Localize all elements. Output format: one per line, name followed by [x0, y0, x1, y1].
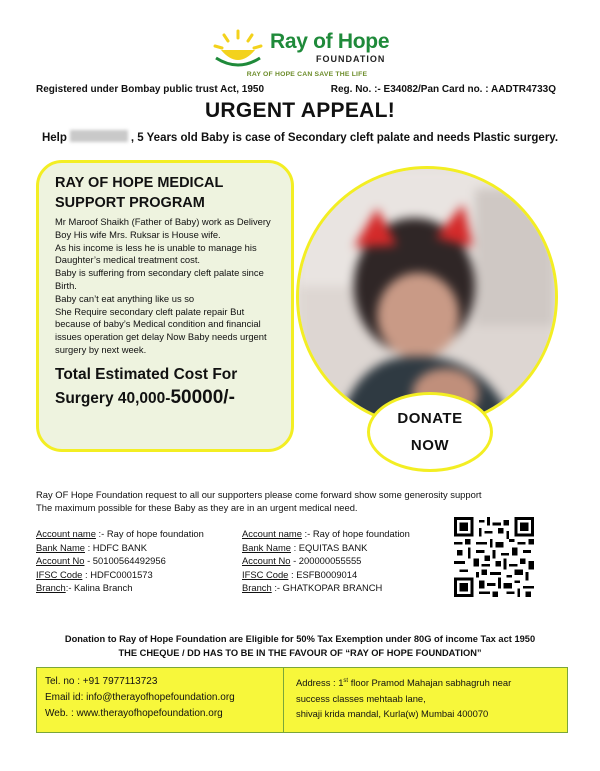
program-info-box: [36, 160, 294, 452]
label: Account name: [242, 528, 302, 539]
address-line: [296, 674, 569, 691]
phone-number[interactable]: Tel. no : +91 7977113723: [45, 676, 158, 687]
payment-qr-code[interactable]: [454, 517, 534, 597]
page-title: URGENT APPEAL!: [204, 99, 396, 122]
value: : HDFC BANK: [84, 541, 147, 553]
address-text: floor Pramod Mahajan sabhagruh near: [348, 677, 512, 689]
request-line: Ray OF Hope Foundation request to all our supporters please come forward show some generosity support: [36, 489, 482, 500]
address-block: [284, 668, 569, 732]
label: Account name: [36, 528, 96, 539]
help-suffix: , 5 Years old Baby is case of Secondary cleft palate and needs Plastic surgery.: [130, 132, 559, 144]
logo-subtitle: FOUNDATION: [316, 54, 386, 64]
value: : ESFB0009014: [288, 568, 358, 580]
logo-tagline: RAY OF HOPE CAN SAVE THE LIFE: [246, 71, 368, 78]
program-description: [55, 216, 279, 357]
label: IFSC Code: [242, 568, 289, 580]
label: Account No: [36, 555, 85, 567]
value: :- Ray of hope foundation: [301, 528, 410, 539]
blurred-photo-image: [299, 169, 555, 425]
label: Bank Name: [36, 541, 85, 553]
request-line: The maximum possible for these Baby as they are in an urgent medical need.: [36, 502, 358, 513]
description-line: As his income is less he is unable to manage his Daughter’s medical treatment cost.: [55, 241, 257, 266]
cheque-note: THE CHEQUE / DD HAS TO BE IN THE FAVOUR OF “RAY OF HOPE FOUNDATION”: [118, 647, 482, 658]
estimated-cost: [55, 363, 279, 410]
cost-prefix: Surgery 40,000-: [55, 389, 171, 407]
value: :- Kalina Branch: [65, 582, 133, 594]
address-line: success classes mehtaab lane,: [296, 692, 426, 704]
help-prefix: Help: [41, 132, 67, 144]
email-address[interactable]: Email id: info@therayofhopefoundation.org: [45, 692, 235, 703]
address-line: shivaji krida mandal, Kurla(w) Mumbai 400070: [296, 708, 489, 720]
support-request: [36, 488, 576, 514]
program-title: RAY OF HOPE MEDICAL SUPPORT PROGRAM: [55, 175, 224, 211]
address-prefix: Address : 1: [296, 677, 344, 689]
registration-number: Reg. No. :- E34082/Pan Card no. : AADTR4733Q: [330, 84, 556, 95]
value: :- Ray of hope foundation: [95, 528, 204, 539]
contact-details: [37, 668, 284, 732]
cost-line: Total Estimated Cost For: [55, 365, 238, 383]
label: Bank Name: [242, 541, 291, 553]
description-line: Mr Maroof Shaikh (Father of Baby) work as Delivery Boy His wife Mrs. Ruksar is House wife.: [55, 216, 271, 240]
exemption-line: Donation to Ray of Hope Foundation are Eligible for 50% Tax Exemption under 80G of income Tax act 1950: [64, 634, 536, 644]
foundation-logo: [212, 26, 402, 84]
child-photo: [296, 166, 558, 428]
description-line: Baby can’t eat anything like us so: [55, 292, 195, 304]
registration-text: Registered under Bombay public trust Act, 1950: [36, 84, 265, 95]
help-line: [0, 130, 600, 144]
logo-title: Ray of Hope: [270, 30, 390, 53]
website: [45, 706, 283, 722]
bank-details-hdfc: [36, 527, 204, 595]
label: Branch: [36, 582, 66, 594]
label: Branch: [242, 582, 272, 594]
value: : EQUITAS BANK: [290, 541, 368, 553]
value: : HDFC0001573: [82, 568, 153, 580]
sun-smile-icon: [212, 28, 264, 68]
donate-label: DONATE: [397, 410, 463, 427]
web-label: Web. :: [45, 708, 77, 719]
redacted-name: [70, 130, 128, 142]
description-line: Baby is suffering from secondary cleft palate since Birth.: [55, 267, 264, 291]
website-link[interactable]: www.therayofhopefoundation.org: [76, 708, 223, 719]
value: :- GHATKOPAR BRANCH: [271, 582, 383, 594]
label: Account No: [242, 555, 291, 567]
contact-footer: [36, 667, 568, 733]
address-sup: st: [343, 678, 349, 684]
bank-details-equitas: [242, 527, 410, 595]
cost-amount: 50000/-: [170, 386, 235, 408]
value: - 50100564492956: [84, 555, 166, 567]
value: - 200000055555: [290, 555, 362, 567]
donate-now-button[interactable]: [367, 392, 493, 472]
donate-label: NOW: [410, 437, 450, 454]
description-line: She Require secondary cleft palate repair But because of baby’s Medical condition and financial issues operation get delay Now Baby needs urgent surgery by next week.: [55, 305, 267, 355]
cost-line: [55, 386, 279, 410]
label: IFSC Code: [36, 568, 83, 580]
tax-exemption-note: [0, 633, 600, 660]
